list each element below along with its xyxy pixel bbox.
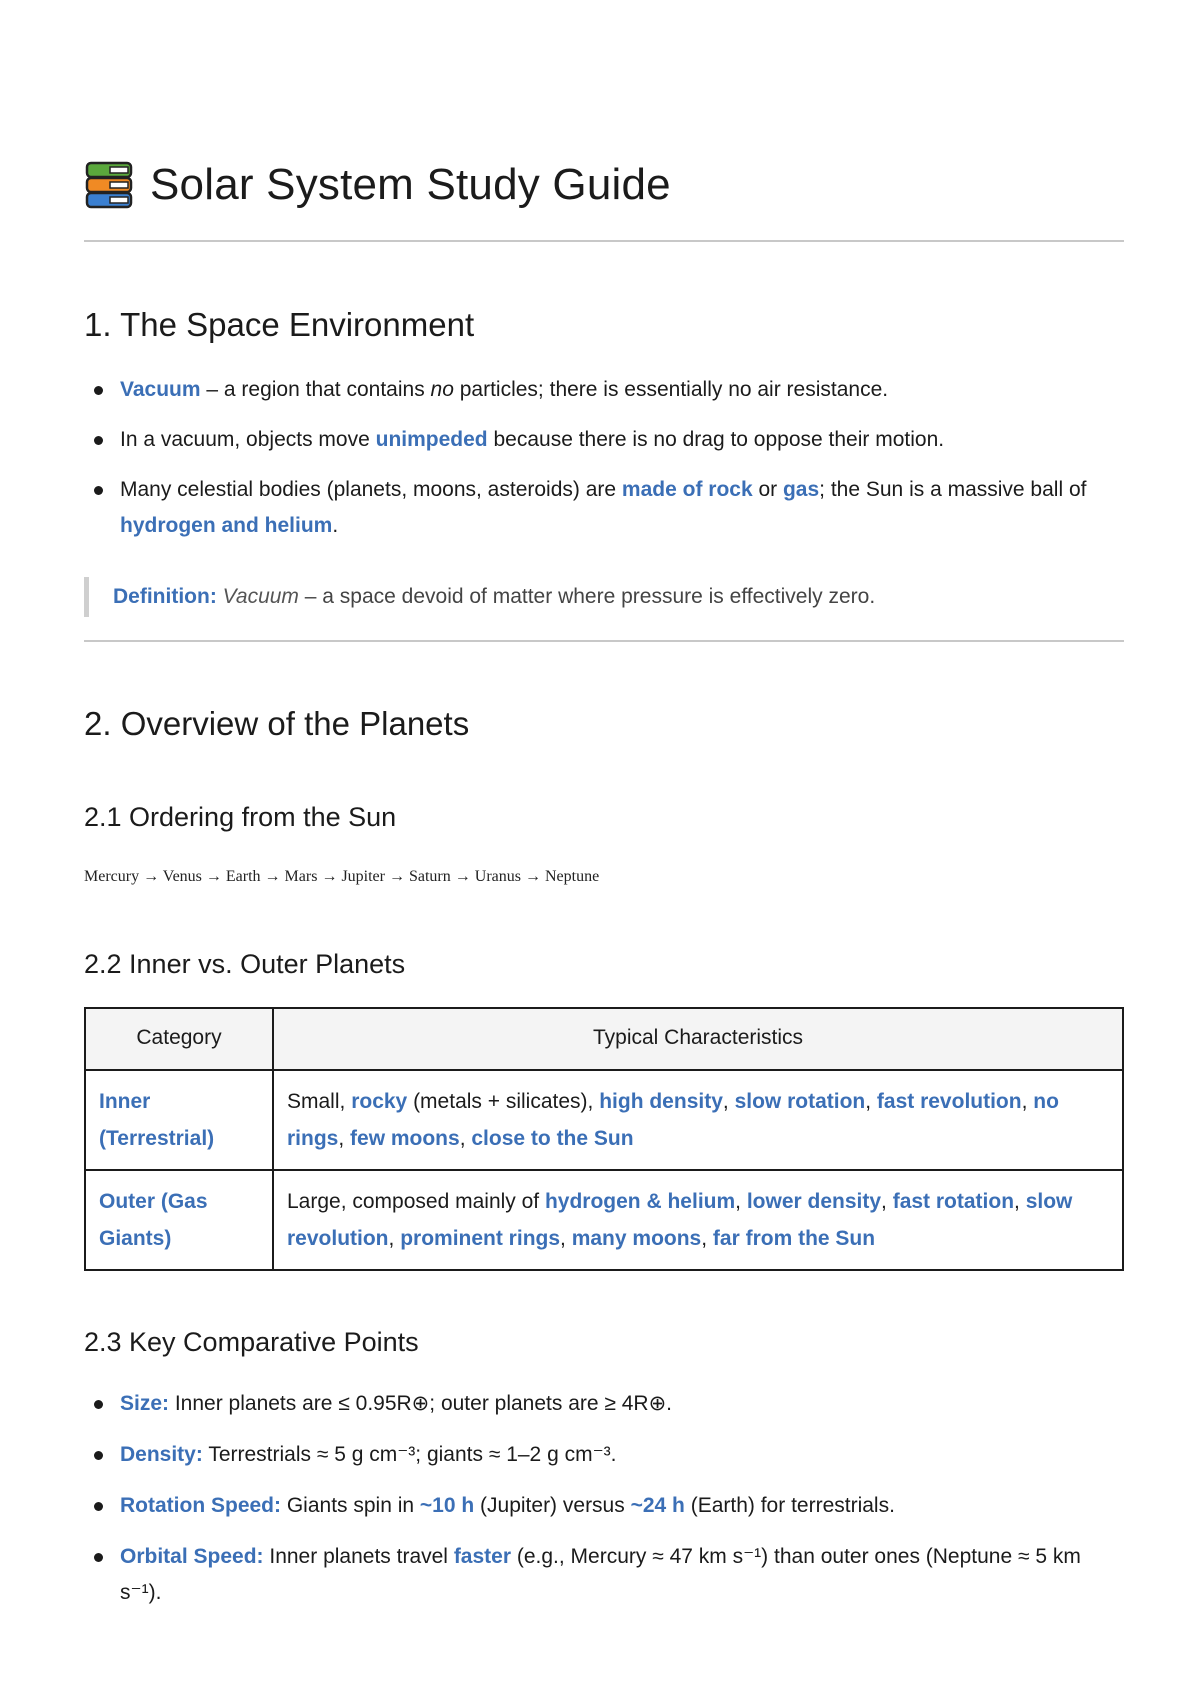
list-item — [84, 472, 1124, 544]
page-title: Solar System Study Guide — [150, 160, 671, 209]
highlighted-term: far from the Sun — [712, 1227, 876, 1250]
section-1-divider — [84, 640, 1124, 642]
text-run: , — [701, 1227, 713, 1250]
highlighted-term: rocky — [351, 1090, 408, 1113]
highlighted-term: slow rotation — [734, 1090, 866, 1113]
table-row — [85, 1170, 1123, 1270]
text-run: because there is no drag to oppose their motion. — [487, 428, 945, 451]
highlighted-term: fast rotation — [892, 1190, 1015, 1213]
column-header-category: Category — [85, 1008, 273, 1070]
text-run: In a vacuum, objects move — [120, 428, 376, 451]
text-run: (e.g., Mercury ≈ 47 km s⁻¹) than outer ones (Neptune ≈ 5 km s⁻¹). — [120, 1545, 1081, 1604]
text-run: Small, — [287, 1090, 352, 1113]
subsection-2-2-heading: 2.2 Inner vs. Outer Planets — [84, 949, 406, 979]
text-run: Inner planets are ≤ 0.95R⊕; outer planets are ≥ 4R⊕. — [169, 1392, 673, 1415]
list-item — [84, 1386, 1124, 1422]
highlighted-term: no rings — [287, 1090, 1059, 1150]
text-run: , — [388, 1227, 401, 1250]
text-run: – a region that contains — [200, 378, 431, 401]
list-item — [84, 422, 1124, 458]
emphasized-text: no — [430, 378, 454, 401]
table-row — [85, 1070, 1123, 1170]
list-item — [84, 372, 1124, 408]
highlighted-term: Density: — [120, 1443, 203, 1466]
highlighted-term: Vacuum — [120, 378, 201, 401]
list-item — [84, 1437, 1124, 1473]
highlighted-term: unimpeded — [375, 428, 488, 451]
definition-term: Vacuum — [222, 585, 299, 608]
books-icon — [84, 161, 134, 209]
title-divider — [84, 240, 1124, 242]
text-run: (metals + silicates), — [407, 1090, 600, 1113]
column-header-characteristics: Typical Characteristics — [273, 1008, 1123, 1070]
text-run: Giants spin in — [281, 1494, 420, 1517]
text-run: , — [338, 1127, 351, 1150]
highlighted-term: made of rock — [621, 478, 753, 501]
section-2-heading: 2. Overview of the Planets — [84, 705, 470, 742]
highlighted-term: Orbital Speed: — [120, 1545, 264, 1568]
text-run: ; the Sun is a massive ball of — [819, 478, 1087, 501]
highlighted-term: ~10 h — [419, 1494, 475, 1517]
highlighted-term: lower density — [746, 1190, 882, 1213]
text-run: Many celestial bodies (planets, moons, asteroids) are — [120, 478, 622, 501]
text-run: Inner planets travel — [263, 1545, 454, 1568]
highlighted-term: Size: — [120, 1392, 170, 1415]
title-row — [84, 150, 671, 220]
characteristics-cell — [273, 1170, 1123, 1270]
text-run: particles; there is essentially no air resistance. — [453, 378, 889, 401]
highlighted-term: hydrogen and helium — [120, 514, 333, 537]
text-run: , — [865, 1090, 877, 1113]
text-run: Large, composed mainly of — [287, 1190, 545, 1213]
category-cell: Outer (Gas Giants) — [85, 1170, 273, 1270]
text-run: . — [332, 514, 339, 537]
table-header-row — [85, 1008, 1123, 1070]
section-1-heading: 1. The Space Environment — [84, 306, 475, 343]
text-run: , — [1021, 1090, 1034, 1113]
text-run: , — [735, 1190, 747, 1213]
category-cell: Inner (Terrestrial) — [85, 1070, 273, 1170]
highlighted-term: slow revolution — [287, 1190, 1073, 1250]
definition-label: Definition: — [113, 585, 217, 608]
section-1-bullets — [84, 372, 1124, 558]
planet-order: Mercury → Venus → Earth → Mars → Jupiter → Saturn → Uranus → Neptune — [84, 868, 600, 885]
highlighted-term: faster — [453, 1545, 512, 1568]
highlighted-term: few moons — [350, 1127, 460, 1150]
text-run: (Earth) for terrestrials. — [684, 1494, 895, 1517]
text-run: (Jupiter) versus — [474, 1494, 631, 1517]
characteristics-cell — [273, 1070, 1123, 1170]
highlighted-term: fast revolution — [876, 1090, 1022, 1113]
planets-table — [84, 1007, 1124, 1271]
highlighted-term: many moons — [571, 1227, 702, 1250]
text-run: , — [881, 1190, 893, 1213]
text-run: , — [459, 1127, 472, 1150]
highlighted-term: gas — [782, 478, 820, 501]
subsection-2-3-heading: 2.3 Key Comparative Points — [84, 1327, 419, 1357]
comparative-points-bullets — [84, 1386, 1124, 1626]
highlighted-term: close to the Sun — [471, 1127, 634, 1150]
highlighted-term: high density — [599, 1090, 723, 1113]
text-run: or — [752, 478, 783, 501]
list-item — [84, 1539, 1124, 1611]
highlighted-term: hydrogen & helium — [544, 1190, 736, 1213]
text-run: , — [722, 1090, 735, 1113]
subsection-2-1-heading: 2.1 Ordering from the Sun — [84, 802, 397, 832]
definition-callout — [84, 577, 1124, 617]
highlighted-term: ~24 h — [630, 1494, 685, 1517]
text-run: Terrestrials ≈ 5 g cm⁻³; giants ≈ 1–2 g cm⁻³. — [202, 1443, 617, 1466]
text-run: , — [1014, 1190, 1026, 1213]
highlighted-term: Rotation Speed: — [120, 1494, 281, 1517]
text-run: , — [560, 1227, 572, 1250]
definition-text: – a space devoid of matter where pressure is effectively zero. — [298, 585, 876, 608]
list-item — [84, 1488, 1124, 1524]
highlighted-term: prominent rings — [400, 1227, 561, 1250]
